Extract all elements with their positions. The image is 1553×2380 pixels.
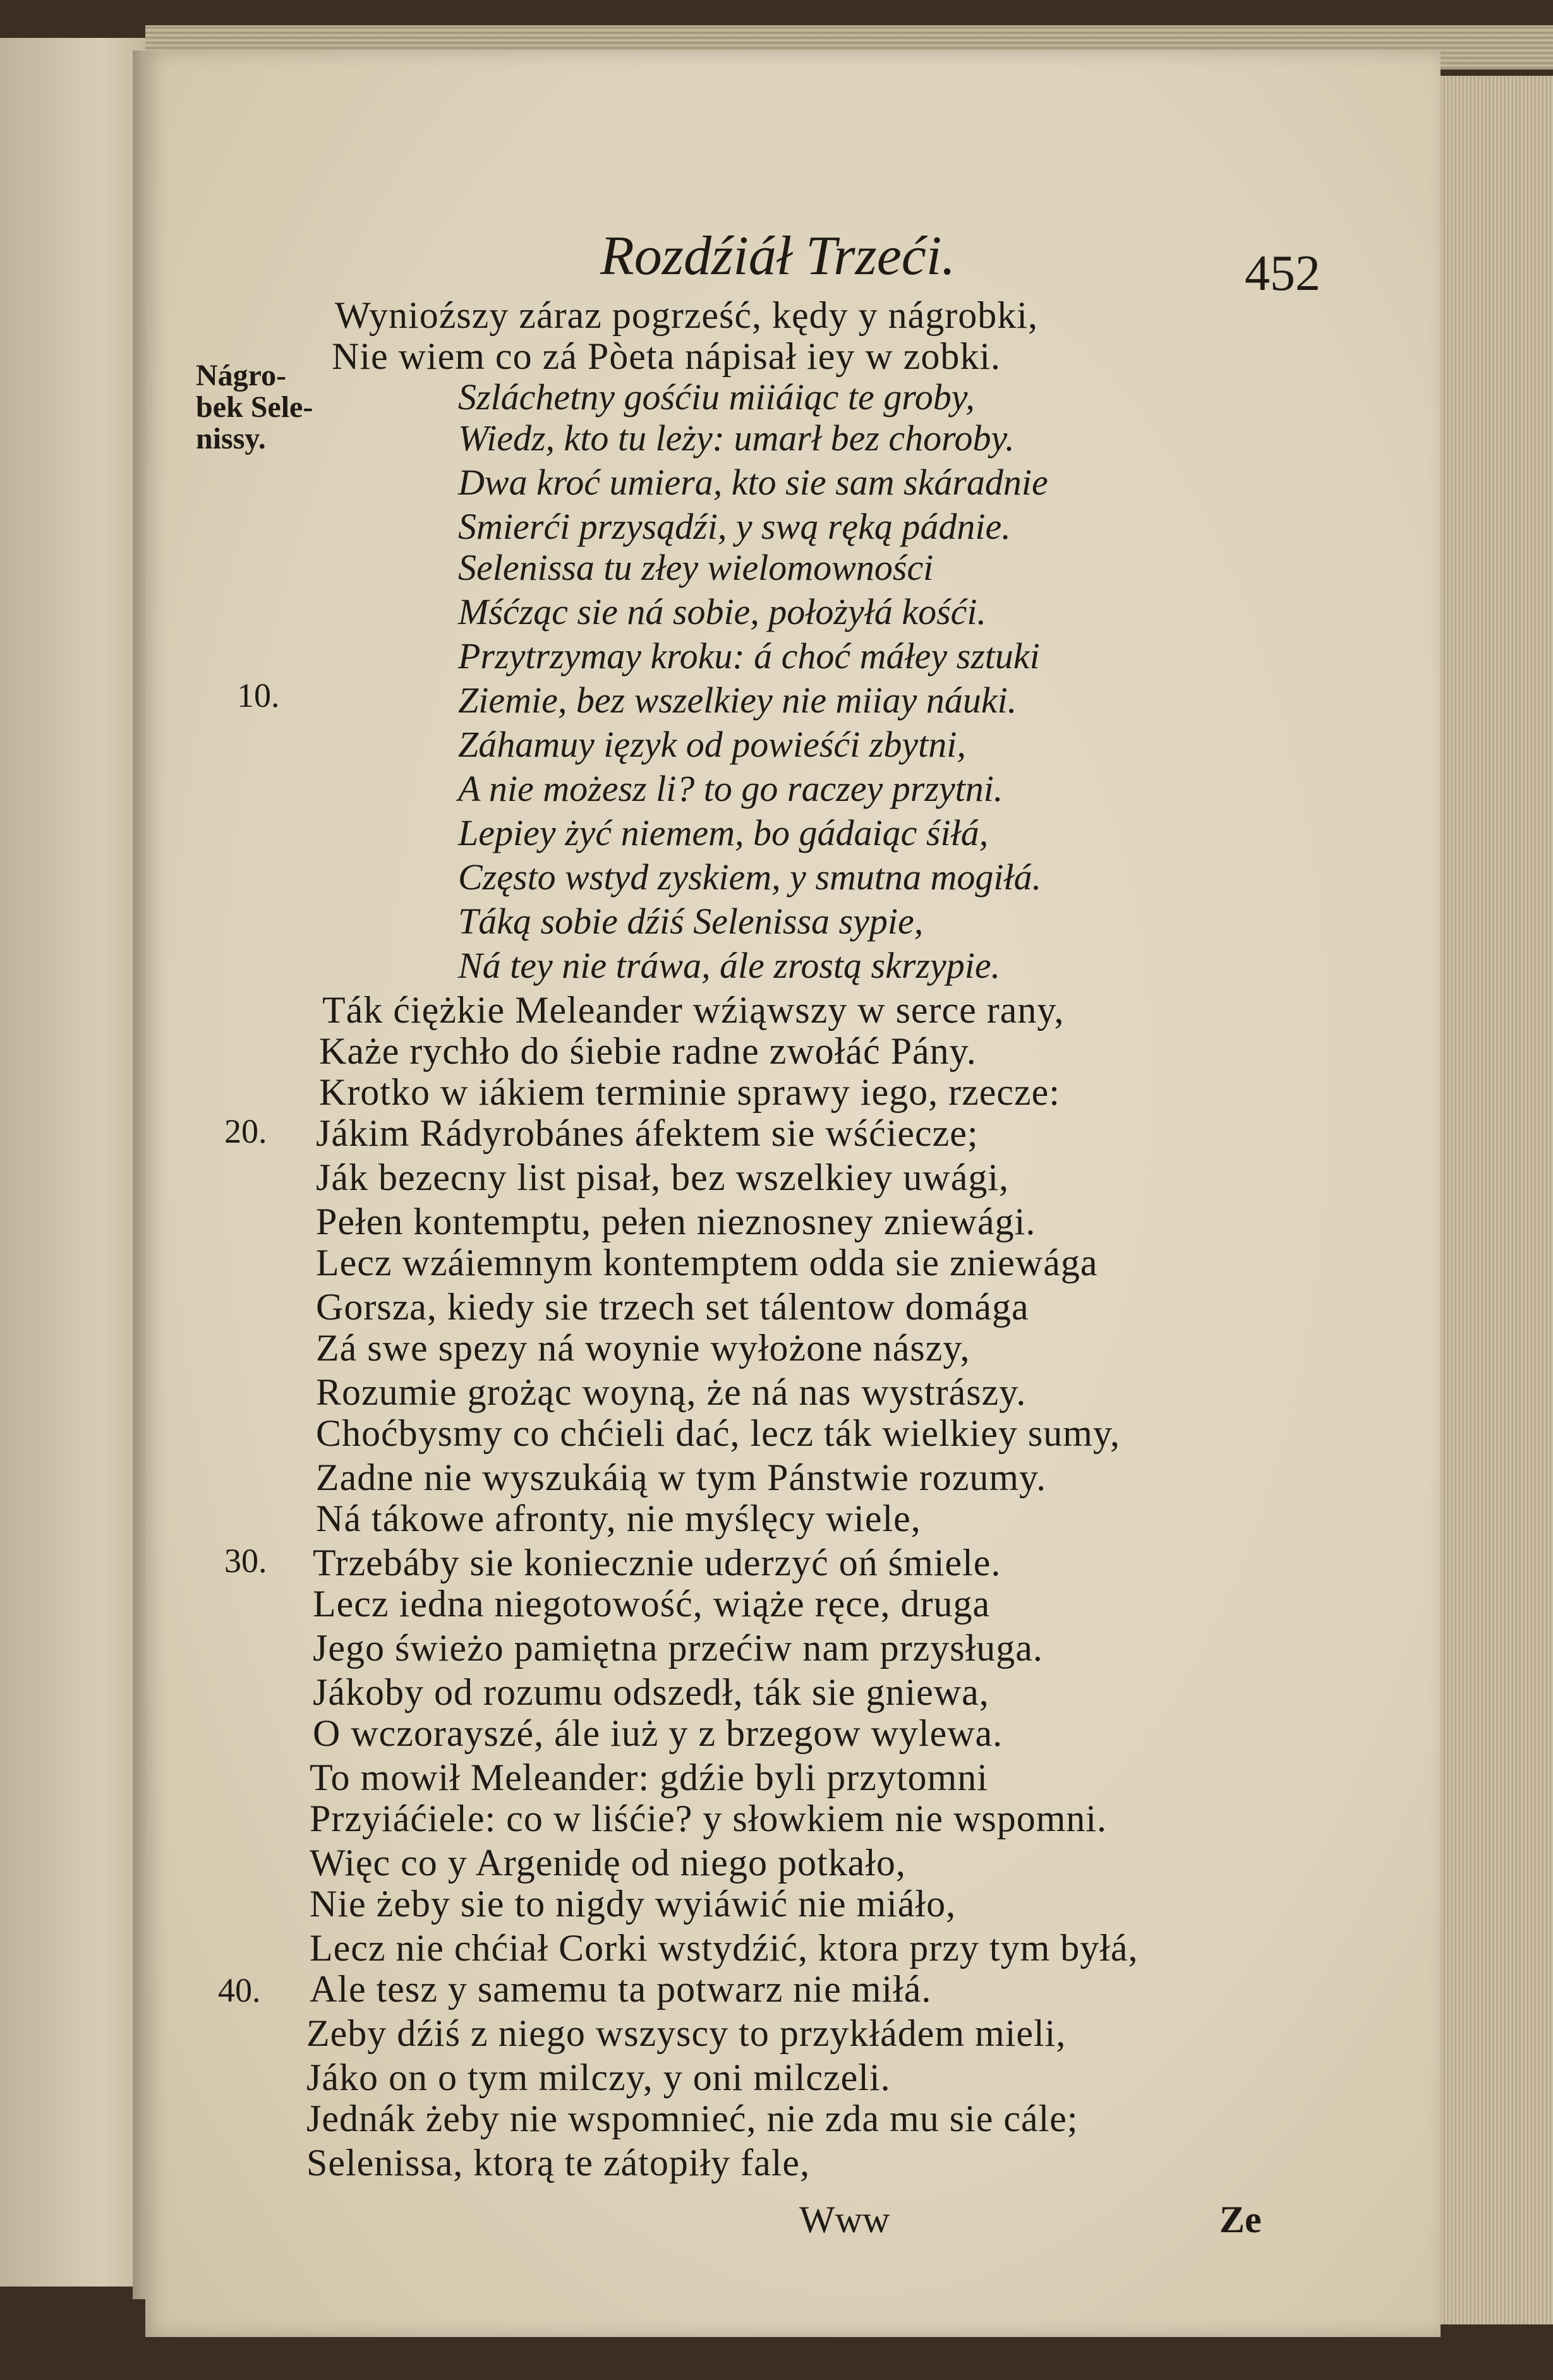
margin-note (196, 360, 313, 455)
running-title: Rozdźiáł Trzeći. (600, 225, 956, 287)
verse-line: Jego świeżo pamiętna przećiw nam przysługa. (313, 1627, 1043, 1669)
verse-line: Krotko w iákiem terminie sprawy iego, rzecze: (319, 1071, 1060, 1113)
page-block-fore-edge (1422, 76, 1553, 2324)
epitaph-line: Selenissa tu złey wielomowności (458, 547, 934, 588)
epitaph-line: Szláchetny gośćiu miiáiąc te groby, (458, 376, 975, 418)
verse-line: Lecz iedna niegotowość, wiąże ręce, druga (313, 1583, 991, 1625)
verse-line: Ják bezecny list pisał, bez wszelkiey uwági, (316, 1157, 1009, 1198)
verse-line: Zeby dźiś z niego wszyscy to przykłádem mieli, (306, 2012, 1067, 2054)
line-number: 20. (224, 1112, 267, 1150)
verse-line: Zadne nie wyszukáią w tym Pánstwie rozumy. (316, 1457, 1047, 1498)
verse-line: Pełen kontemptu, pełen nieznosney zniewági. (316, 1201, 1036, 1242)
line-number: 30. (224, 1542, 267, 1580)
verse-line: Gorsza, kiedy sie trzech set tálentow domága (316, 1286, 1029, 1328)
verse-line: Jáko on o tym milczy, y oni milczeli. (306, 2057, 891, 2098)
epitaph-line: Lepiey żyć niemem, bo gádaiąc śiłá, (458, 812, 989, 853)
line-number: 40. (218, 1971, 261, 2009)
epitaph-line: Záhamuy ięzyk od powieśći zbytni, (458, 724, 966, 765)
epitaph-line: Táką sobie dźiś Selenissa sypie, (458, 901, 924, 942)
verse-line: Jednák żeby nie wspomnieć, nie zda mu sie cále; (306, 2098, 1079, 2139)
verse-line: Choćbysmy co chćieli dać, lecz ták wielkiey sumy, (316, 1412, 1121, 1454)
verse-line: Jákoby od rozumu odszedł, ták sie gniewa, (313, 1671, 989, 1713)
verse-line: Lecz wzáiemnym kontemptem odda sie zniewága (316, 1242, 1098, 1283)
epitaph-line: Smierći przysądźi, y swą ręką pádnie. (458, 506, 1011, 547)
epitaph-line: Ziemie, bez wszelkiey nie miiay náuki. (458, 680, 1017, 721)
verse-line: Lecz nie chćiał Corki wstydźić, ktora przy tym byłá, (310, 1927, 1139, 1969)
verse-line: Selenissa, ktorą te zátopiły fale, (306, 2142, 811, 2184)
verse-line: Przyiáćiele: co w liśćie? y słowkiem nie wspomni. (310, 1798, 1108, 1839)
margin-note-line: Nágro- (196, 359, 287, 392)
line-number: 10. (237, 676, 280, 714)
verse-line: Nie wiem co zá Pòeta nápisał iey w zobki. (332, 335, 1001, 377)
margin-note-line: bek Sele- (196, 390, 313, 424)
epitaph-line: Często wstyd zyskiem, y smutna mogiłá. (458, 856, 1042, 898)
verse-line: Wynioźszy záraz pogrześć, kędy y nágrobki, (335, 294, 1038, 336)
verse-line: Jákim Rádyrobánes áfektem sie wśćiecze; (316, 1112, 979, 1154)
verse-line: Każe rychło do śiebie radne zwołáć Pány. (319, 1030, 977, 1072)
epitaph-line: Przytrzymay kroku: á choć máłey sztuki (458, 635, 1040, 676)
verse-line: Ná tákowe afronty, nie myślęcy wiele, (316, 1498, 921, 1539)
page-number: 452 (1245, 246, 1320, 301)
epitaph-line: Ná tey nie tráwa, ále zrostą skrzypie. (458, 945, 1001, 986)
verse-line: Trzebáby sie koniecznie uderzyć oń śmiele. (313, 1542, 1001, 1584)
margin-note-line: nissy. (196, 422, 266, 455)
previous-page-edge (0, 38, 145, 2287)
verse-line: O wczorayszé, ále iuż y z brzegow wylewa. (313, 1712, 1003, 1754)
epitaph-line: A nie możesz li? to go raczey przytni. (458, 768, 1003, 809)
verse-line: Więc co y Argenidę od niego potkało, (310, 1842, 906, 1884)
verse-line: Nie żeby sie to nigdy wyiáwić nie miáło, (310, 1883, 957, 1925)
epitaph-line: Mśćząc sie ná sobie, położyłá kośći. (458, 591, 987, 632)
verse-line: To mowił Meleander: gdźie byli przytomni (310, 1757, 988, 1798)
signature-mark: Www (799, 2199, 890, 2240)
verse-line: Rozumie grożąc woyną, że ná nas wystrászy. (316, 1371, 1027, 1413)
epitaph-line: Wiedz, kto tu leży: umarł bez choroby. (458, 418, 1015, 459)
epitaph-line: Dwa kroć umiera, kto sie sam skáradnie (458, 462, 1048, 503)
catchword: Ze (1219, 2199, 1262, 2240)
verse-line: Zá swe spezy ná woynie wyłożone nászy, (316, 1327, 970, 1369)
verse-line: Ale tesz y samemu ta potwarz nie miłá. (310, 1968, 932, 2010)
verse-line: Ták ćiężkie Meleander wźiąwszy w serce rany, (322, 989, 1065, 1031)
